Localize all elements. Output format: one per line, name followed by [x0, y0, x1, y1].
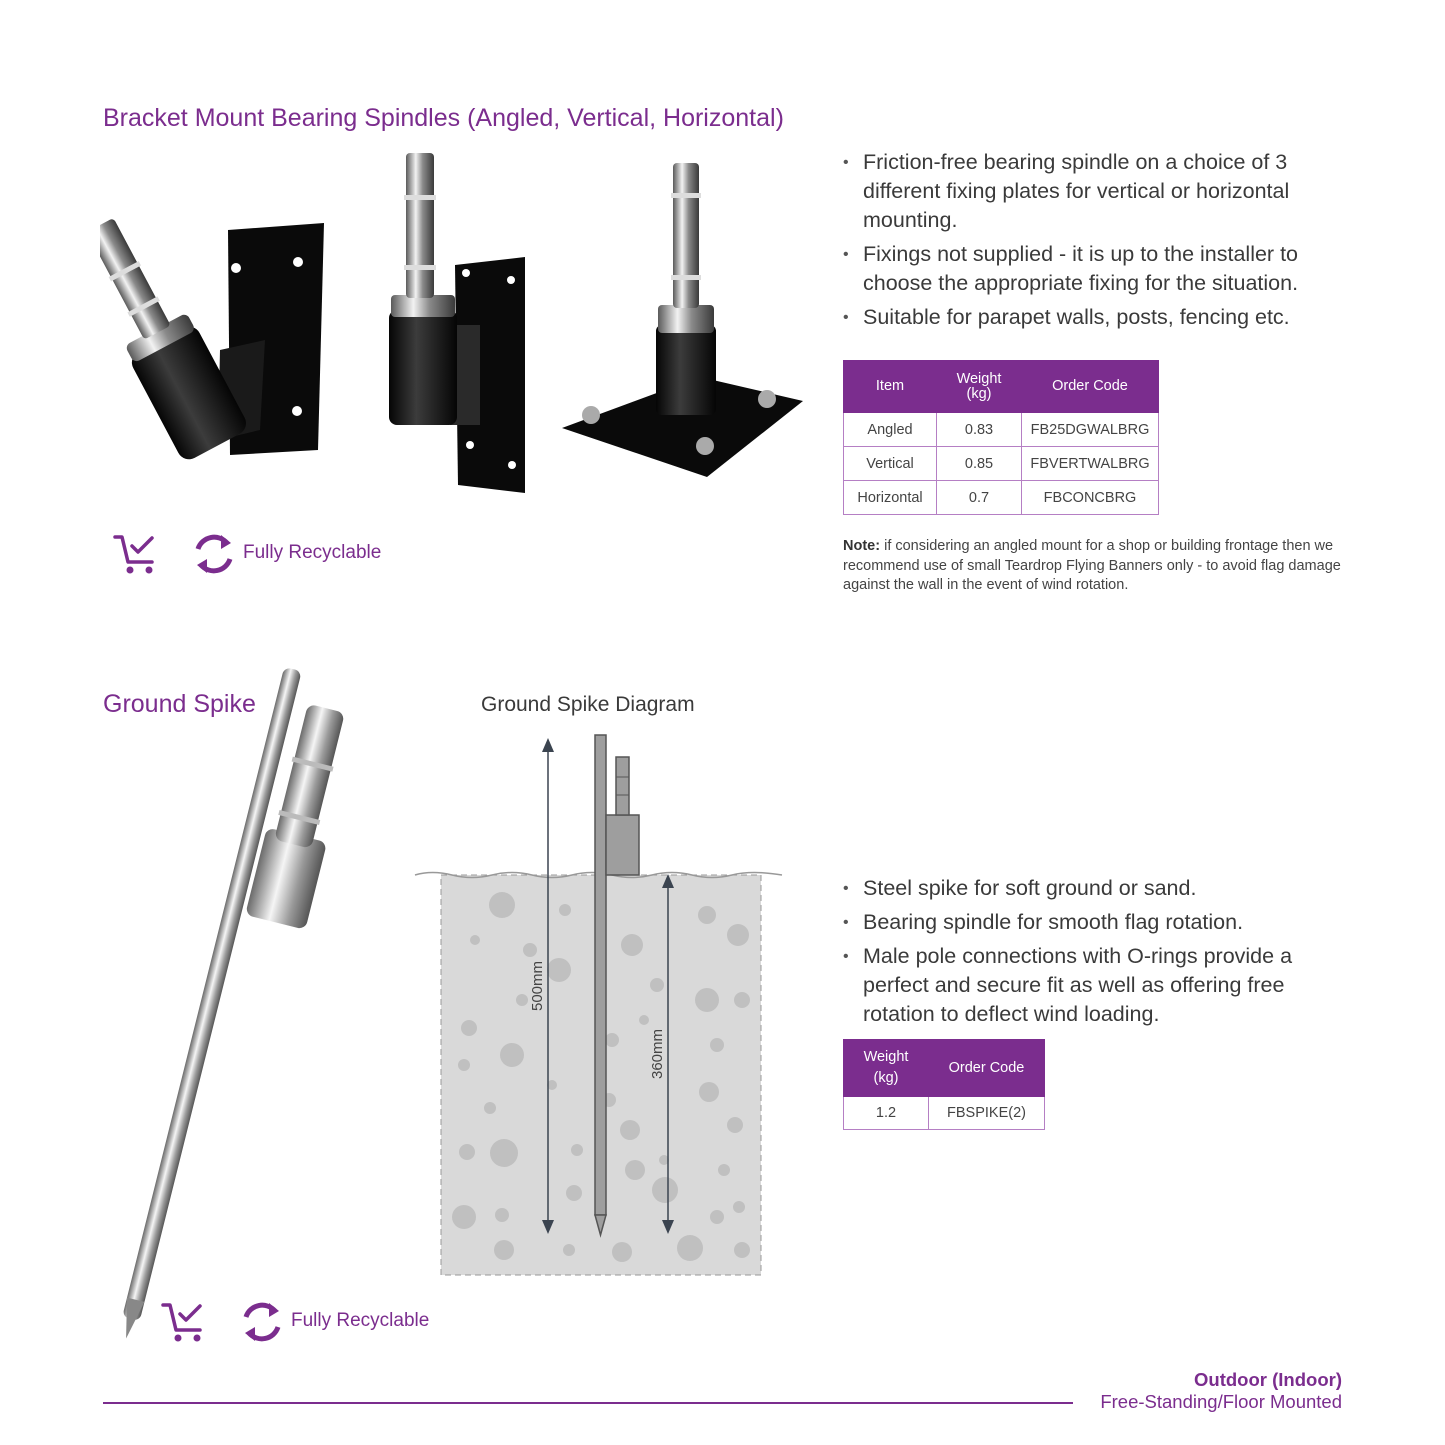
recyclable-label: Fully Recyclable: [243, 542, 382, 563]
table-cell: 0.85: [937, 447, 1022, 481]
horizontal-bracket-image: [562, 163, 803, 477]
note-text: if considering an angled mount for a shop or building frontage then we recommend use of small Teardrop Flying Banners only - to avoid flag damage against the wall in the event of wind rotation.: [843, 538, 1341, 593]
spike-feature-list: [843, 874, 1348, 1034]
table-cell: FBVERTWALBRG: [1022, 447, 1159, 481]
table-cell: 0.83: [937, 413, 1022, 447]
table-cell: Vertical: [844, 447, 937, 481]
dimension-ground-label: 360mm: [649, 1028, 666, 1080]
spike-section-title: Ground Spike: [103, 690, 256, 718]
bracket-table-header-row: [844, 361, 1159, 413]
cart-icon: [112, 532, 162, 576]
bracket-feature-1: • Friction-free bearing spindle on a choice of 3 different fixing plates for vertical or horizontal mounting.: [843, 148, 1348, 235]
recycle-icon: [191, 531, 237, 577]
table-cell: 0.7: [937, 481, 1022, 515]
table-row: [844, 447, 1159, 481]
diagram-spindle: [616, 757, 629, 815]
table-cell: FBSPIKE(2): [929, 1097, 1045, 1130]
footer-subcategory: Free-Standing/Floor Mounted: [1100, 1391, 1342, 1412]
spike-feature-3: • Male pole connections with O-rings provide a perfect and secure fit as well as offering free rotation to deflect wind loading.: [843, 942, 1348, 1029]
table-cell: FB25DGWALBRG: [1022, 413, 1159, 447]
bracket-feature-list: [843, 148, 1348, 337]
spike-table-header: Order Code: [929, 1040, 1045, 1097]
bracket-table-header: Order Code: [1022, 361, 1159, 413]
table-cell: Angled: [844, 413, 937, 447]
spike-spec-table: [843, 1039, 1045, 1130]
spike-feature-2: • Bearing spindle for smooth flag rotation.: [843, 908, 1348, 937]
spike-feature-1: • Steel spike for soft ground or sand.: [843, 874, 1348, 903]
bracket-table-header: Item: [844, 361, 937, 413]
spike-table-header-row: [844, 1040, 1045, 1097]
bracket-note: [843, 537, 1353, 596]
diagram-title: Ground Spike Diagram: [481, 693, 695, 716]
angled-bracket-image: [100, 208, 324, 464]
bracket-section-title: Bracket Mount Bearing Spindles (Angled, Vertical, Horizontal): [103, 104, 784, 132]
cart-icon: [160, 1300, 210, 1344]
footer-category: Outdoor (Indoor): [1194, 1369, 1342, 1390]
bracket-table-header: Weight (kg): [937, 361, 1022, 413]
dimension-total-label: 500mm: [529, 960, 546, 1012]
spike-table-header: Weight (kg): [844, 1040, 929, 1097]
footer-rule: [103, 1402, 1073, 1404]
table-cell: FBCONCBRG: [1022, 481, 1159, 515]
recycle-icon: [239, 1299, 285, 1345]
recyclable-label: Fully Recyclable: [291, 1310, 430, 1331]
table-cell: Horizontal: [844, 481, 937, 515]
table-row: [844, 481, 1159, 515]
table-row: [844, 413, 1159, 447]
diagram-bearing-housing: [606, 815, 639, 875]
ground-spike-diagram: [412, 730, 787, 1280]
bracket-spec-table: [843, 360, 1159, 515]
vertical-bracket-image: [389, 153, 525, 493]
bracket-feature-2: • Fixings not supplied - it is up to the installer to choose the appropriate fixing for the situation.: [843, 240, 1348, 298]
table-cell: 1.2: [844, 1097, 929, 1130]
diagram-spike-pole: [595, 735, 606, 1215]
ground-spike-image: [95, 655, 370, 1355]
note-label: Note:: [843, 538, 881, 554]
bracket-product-images: [100, 145, 820, 505]
bracket-feature-3: • Suitable for parapet walls, posts, fencing etc.: [843, 303, 1348, 332]
table-row: [844, 1097, 1045, 1130]
